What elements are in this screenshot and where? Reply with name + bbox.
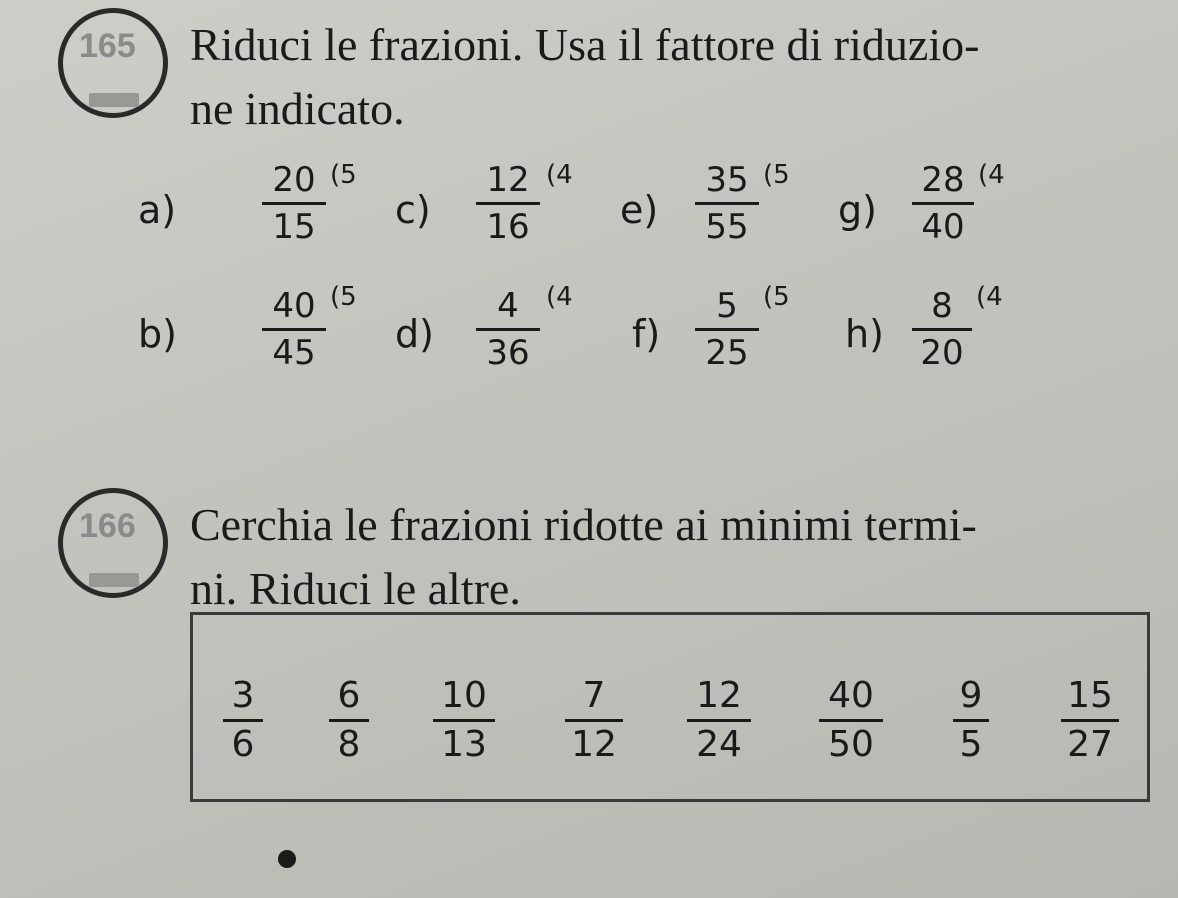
reduction-factor: (4	[978, 160, 1005, 190]
badge-icon	[89, 93, 139, 107]
exercise-166-badge	[58, 488, 168, 598]
box-fraction[interactable]: 15 27	[1061, 675, 1119, 766]
box-fraction[interactable]: 12 24	[687, 675, 751, 766]
box-fraction[interactable]: 10 13	[433, 675, 495, 766]
exercise-166-number: 166	[79, 507, 136, 545]
item-letter: g)	[838, 188, 877, 232]
fraction: 12 16	[476, 160, 540, 247]
item-letter: b)	[138, 312, 177, 356]
badge-icon	[89, 573, 139, 587]
box-fraction[interactable]: 9 5	[953, 675, 989, 766]
item-letter: e)	[620, 188, 659, 232]
bullet-dot	[278, 850, 296, 868]
fraction: 20 15	[262, 160, 326, 247]
exercise-166-title-line2: ni. Riduci le altre.	[190, 563, 521, 614]
fraction: 5 25	[695, 286, 759, 373]
fraction: 4 36	[476, 286, 540, 373]
reduction-factor: (4	[976, 282, 1003, 312]
exercise-165-title-line2: ne indicato.	[190, 83, 405, 134]
fraction: 35 55	[695, 160, 759, 247]
reduction-factor: (5	[763, 160, 790, 190]
reduction-factor: (4	[546, 160, 573, 190]
item-letter: h)	[845, 312, 884, 356]
item-letter: a)	[138, 188, 177, 232]
reduction-factor: (4	[546, 282, 573, 312]
exercise-166-title-line1: Cerchia le frazioni ridotte ai minimi termi-	[190, 499, 977, 550]
box-fraction[interactable]: 6 8	[329, 675, 369, 766]
box-fraction[interactable]: 7 12	[565, 675, 623, 766]
box-fraction[interactable]: 3 6	[223, 675, 263, 766]
fractions-box	[190, 612, 1150, 802]
fraction: 28 40	[912, 160, 974, 247]
item-letter: c)	[395, 188, 431, 232]
exercise-165-badge	[58, 8, 168, 118]
fraction: 8 20	[912, 286, 972, 373]
item-letter: d)	[395, 312, 434, 356]
item-letter: f)	[632, 312, 661, 356]
fraction: 40 45	[262, 286, 326, 373]
reduction-factor: (5	[330, 160, 357, 190]
reduction-factor: (5	[763, 282, 790, 312]
exercise-165-title-line1: Riduci le frazioni. Usa il fattore di riduzio-	[190, 19, 980, 70]
exercise-165-number: 165	[79, 27, 136, 65]
box-fraction[interactable]: 40 50	[819, 675, 883, 766]
reduction-factor: (5	[330, 282, 357, 312]
